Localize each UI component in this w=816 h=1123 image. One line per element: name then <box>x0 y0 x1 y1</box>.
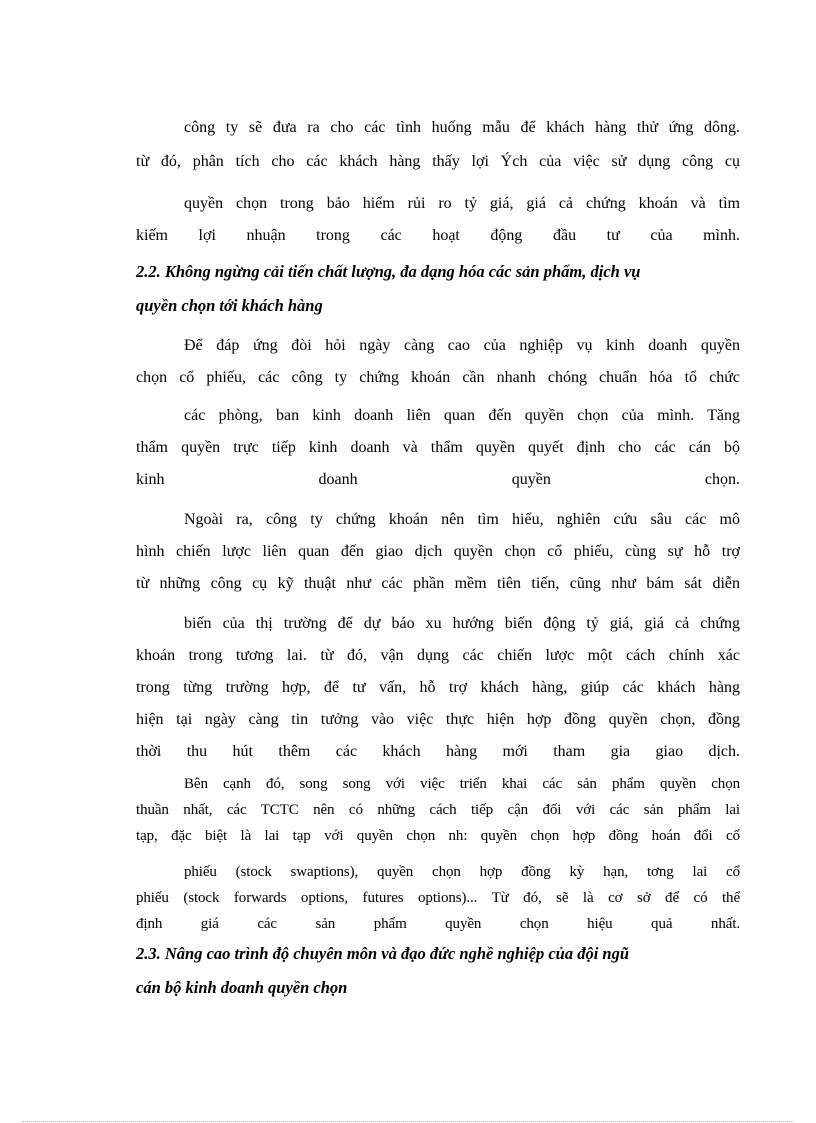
text-line: kiếm lợi nhuận trong các hoạt động đầu tư của mình. <box>136 227 740 244</box>
text-line: thuần nhất, các TCTC nên có những cách tiếp cận đối với các sản phẩm lai <box>136 802 740 818</box>
text-line: Bên cạnh đó, song song với việc triển khai các sản phẩm quyền chọn <box>184 776 740 792</box>
text-line: kinh doanh quyền chọn. <box>136 471 740 488</box>
page-bottom-rule <box>22 1121 794 1122</box>
text-line: khoán trong tương lai. từ đó, vận dụng các chiến lược một cách chính xác <box>136 647 740 664</box>
section-heading: cán bộ kinh doanh quyền chọn <box>136 978 348 997</box>
section-heading: 2.2. Không ngừng cải tiến chất lượng, đa dạng hóa các sản phẩm, dịch vụ <box>136 262 641 281</box>
text-line: phiếu (stock forwards options, futures options)... Từ đó, sẽ là cơ sở để có thể <box>136 890 740 906</box>
text-line: định giá các sản phẩm quyền chọn hiệu quả nhất. <box>136 916 740 932</box>
text-line: công ty sẽ đưa ra cho các tình huống mẫu để khách hàng thử ứng dông. <box>184 119 740 136</box>
text-line: biến của thị trường để dự báo xu hướng biến động tỷ giá, giá cả chứng <box>184 615 740 632</box>
text-line: Ngoài ra, công ty chứng khoán nên tìm hiểu, nghiên cứu sâu các mô <box>184 511 740 528</box>
text-line: tạp, đặc biệt là lai tạp với quyền chọn nh: quyền chọn hợp đồng hoán đổi cổ <box>136 828 740 844</box>
text-line: thời thu hút thêm các khách hàng mới tham gia giao dịch. <box>136 743 740 760</box>
text-line: Để đáp ứng đòi hỏi ngày càng cao của nghiệp vụ kinh doanh quyền <box>184 337 740 354</box>
section-heading: 2.3. Nâng cao trình độ chuyên môn và đạo đức nghề nghiệp của đội ngũ <box>136 944 630 963</box>
text-line: hiện tại ngày càng tin tưởng vào việc thực hiện hợp đồng quyền chọn, đồng <box>136 711 740 728</box>
text-line: từ đó, phân tích cho các khách hàng thấy lợi Ých của việc sử dụng công cụ <box>136 153 740 170</box>
text-line: trong từng trường hợp, để tư vấn, hỗ trợ khách hàng, giúp các khách hàng <box>136 679 740 696</box>
text-line: chọn cổ phiếu, các công ty chứng khoán cần nhanh chóng chuẩn hóa tổ chức <box>136 369 740 386</box>
text-line: quyền chọn trong bảo hiểm rủi ro tỷ giá, giá cả chứng khoán và tìm <box>184 195 740 212</box>
section-heading: quyền chọn tới khách hàng <box>136 296 323 315</box>
text-line: hình chiến lược liên quan đến giao dịch quyền chọn cổ phiếu, cùng sự hỗ trợ <box>136 543 740 560</box>
text-line: các phòng, ban kinh doanh liên quan đến quyền chọn của mình. Tăng <box>184 407 740 424</box>
text-line: phiếu (stock swaptions), quyền chọn hợp đồng kỳ hạn, tơng lai cổ <box>184 864 740 880</box>
text-line: thẩm quyền trực tiếp kinh doanh và thẩm quyền quyết định cho các cán bộ <box>136 439 740 456</box>
text-line: từ những công cụ kỹ thuật như các phần mềm tiên tiến, cũng như bám sát diễn <box>136 575 740 592</box>
